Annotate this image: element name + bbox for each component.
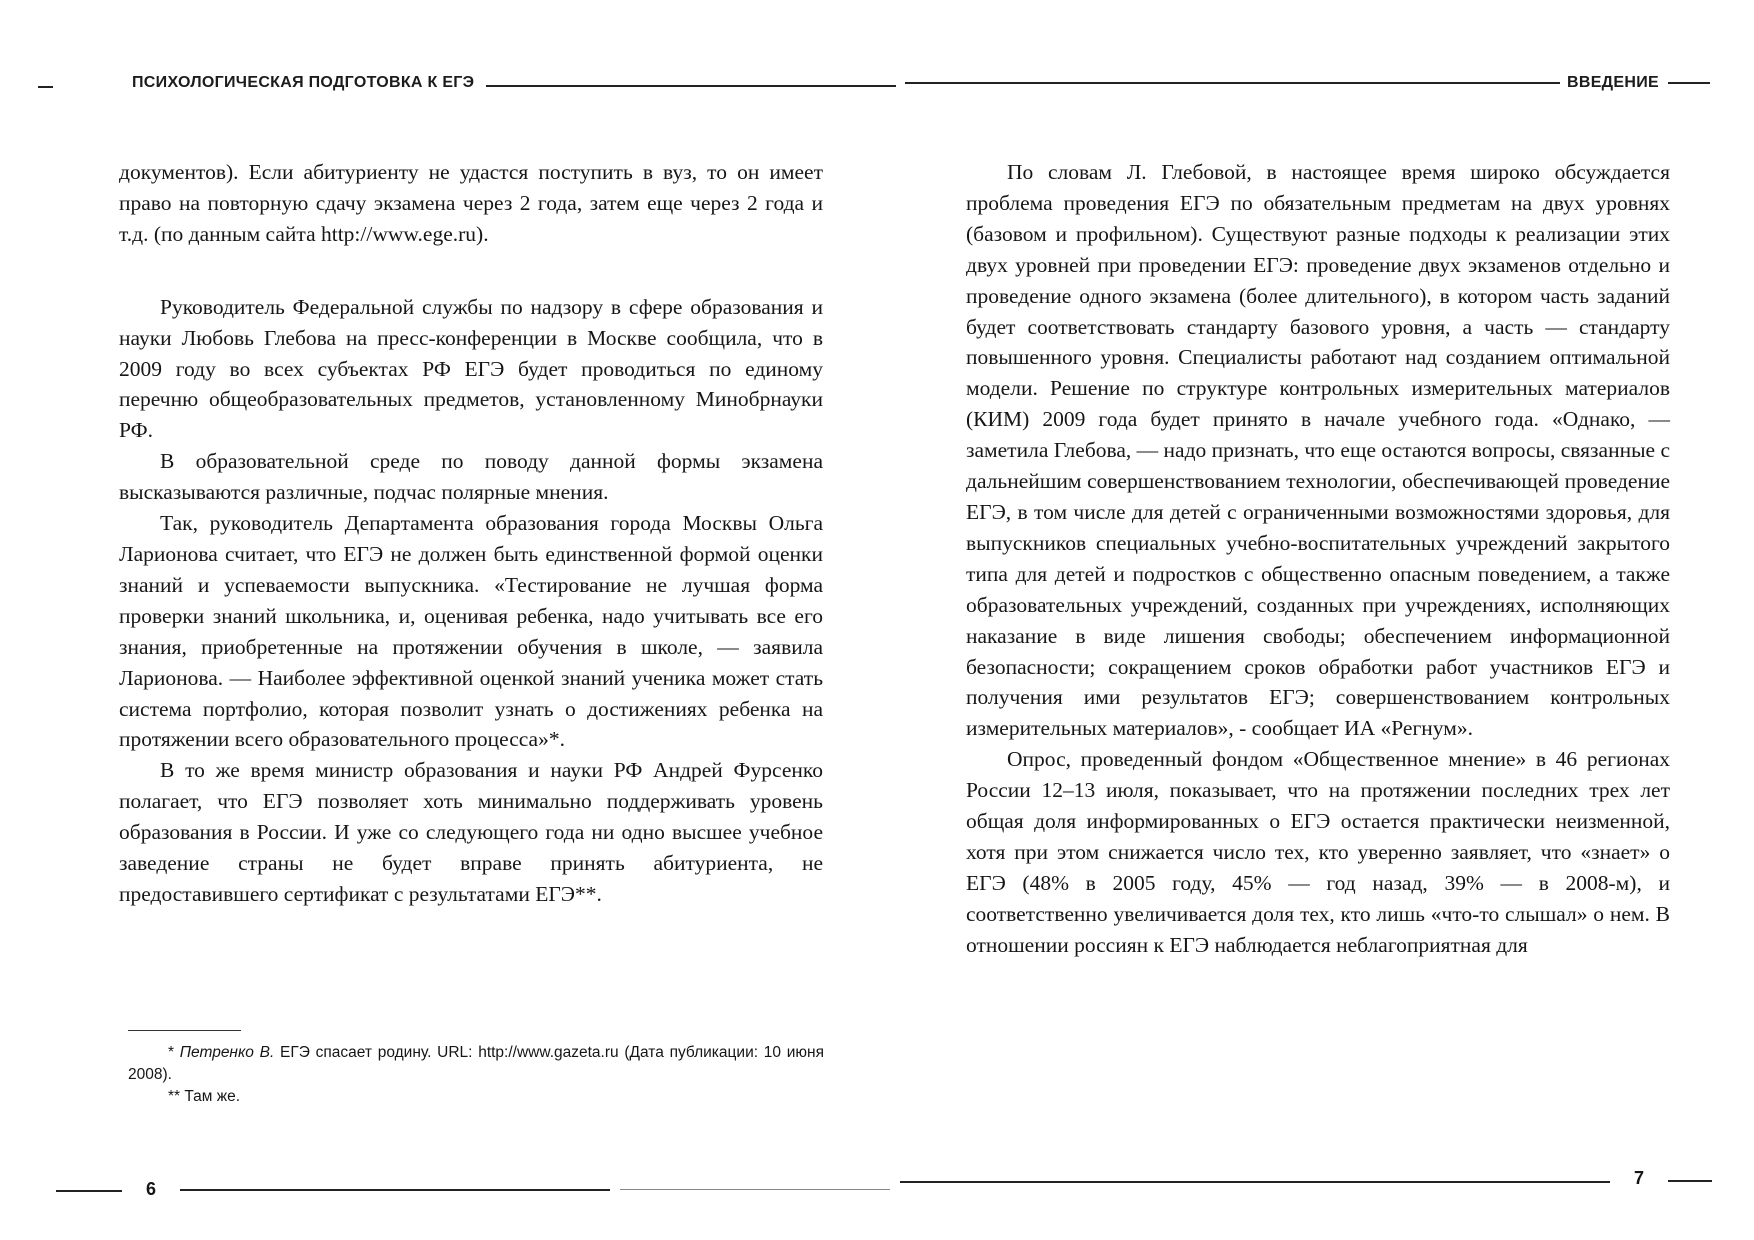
left-footer-dash [56,1190,122,1192]
paragraph: В образовательной среде по поводу данной формы экзамена высказываются различные, подчас полярные мнения. [119,449,823,505]
left-page-body [119,157,823,910]
footnote-author: Петренко В. [179,1044,275,1061]
left-header-dash [38,86,53,88]
right-header-rule [905,82,1560,84]
paragraph: Так, руководитель Департамента образования города Москвы Ольга Ларионова считает, что ЕГЭ не должен быть единственной формой оценки знаний и успеваемости выпускника. «Тестирование не лучшая форма проверки знаний школьника, и, оценивая ребенка, надо учитывать все его знания, приобретенные на протяжении обучения в школе, — заявила Ларионова. — Наиболее эффективной оценкой знаний ученика может стать система портфолио, которая позволит узнать о достижениях ребенка на протяжении всего образовательного процесса»*. [119,511,823,752]
right-header-dash [1668,82,1710,84]
left-footer-rule [180,1189,610,1191]
right-page-number: 7 [1634,1168,1645,1188]
paragraph: документов). Если абитуриенту не удастся поступить в вуз, то он имеет право на повторную сдачу экзамена через 2 года, затем еще через 2 года и т.д. (по данным сайта http://www.ege.ru). [119,160,823,246]
right-footer-rule [900,1181,1610,1183]
left-footer-rule-faint [620,1189,890,1190]
footnote-text: ЕГЭ спасает родину. URL: http://www.gazeta.ru (Дата публикации: 10 июня 2008). [128,1044,824,1083]
left-running-header: ПСИХОЛОГИЧЕСКАЯ ПОДГОТОВКА К ЕГЭ [132,74,475,91]
paragraph: Опрос, проведенный фондом «Общественное мнение» в 46 регионах России 12–13 июля, показывает, что на протяжении последних трех лет общая доля информированных о ЕГЭ остается практически неизменной, хотя при этом снижается число тех, кто уверенно заявляет, что «знает» о ЕГЭ (48% в 2005 году, 45% — год назад, 39% — в 2008-м), и соответственно увеличивается доля тех, кто лишь «что-то слышал» о нем. В отношении россиян к ЕГЭ наблюдается неблагоприятная для [966,747,1670,957]
left-header-rule [486,85,896,87]
right-page-body [966,157,1670,961]
footnote-1 [128,1042,824,1086]
footnote-separator [128,1030,241,1031]
footnote-marker: * [168,1044,180,1061]
left-page-number: 6 [146,1179,157,1199]
paragraph: В то же время министр образования и науки РФ Андрей Фурсенко полагает, что ЕГЭ позволяет хоть минимально поддерживать уровень образования в России. И уже со следующего года ни одно высшее учебное заведение страны не будет вправе принять абитуриента, не предоставившего сертификат с результатами ЕГЭ**. [119,758,823,906]
footnote-2: ** Там же. [168,1088,241,1105]
right-running-header: ВВЕДЕНИЕ [1567,74,1659,91]
right-footer-dash [1668,1180,1712,1182]
paragraph: По словам Л. Глебовой, в настоящее время широко обсуждается проблема проведения ЕГЭ по обязательным предметам на двух уровнях (базовом и профильном). Существуют разные подходы к реализации этих двух уровней при проведении ЕГЭ: проведение двух экзаменов отдельно и проведение одного экзамена (более длительного), в котором часть заданий будет соответствовать стандарту базового уровня, а часть — стандарту повышенного уровня. Специалисты работают над созданием оптимальной модели. Решение по структуре контрольных измерительных материалов (КИМ) 2009 года будет принято в начале учебного года. «Однако, — заметила Глебова, — надо признать, что еще остаются вопросы, связанные с дальнейшим совершенствованием технологии, обеспечивающей проведение ЕГЭ, в том числе для детей с ограниченными возможностями здоровья, для выпускников специальных учебно-воспитательных учреждений закрытого типа для детей и подростков с общественно опасным поведением, а также образовательных учреждений, созданных при учреждениях, исполняющих наказание в виде лишения свободы; обеспечением информационной безопасности; сокращением сроков обработки работ участников ЕГЭ и получения ими результатов ЕГЭ; совершенствованием контрольных измерительных материалов», - сообщает ИА «Регнум». [966,160,1670,741]
footnotes [128,1042,824,1108]
paragraph: Руководитель Федеральной службы по надзору в сфере образования и науки Любовь Глебова на пресс-конференции в Москве сообщила, что в 2009 году во всех субъектах РФ ЕГЭ будет проводиться по единому перечню общеобразовательных предметов, установленному Минобрнауки РФ. [119,294,823,443]
